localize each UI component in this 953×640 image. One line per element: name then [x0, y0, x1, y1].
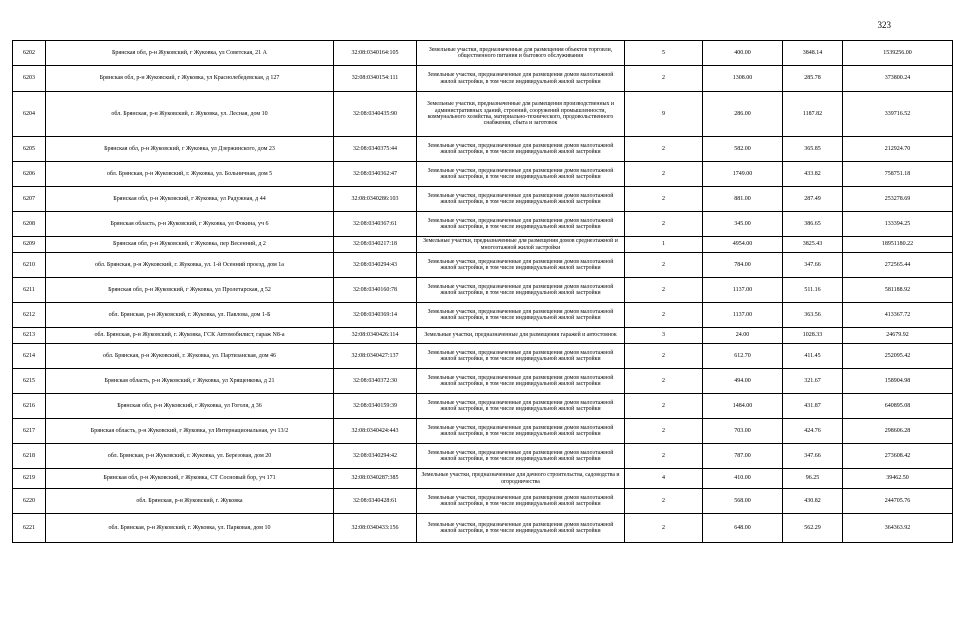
- row-number-cell: 6212: [13, 303, 46, 328]
- table-row: [13, 344, 953, 369]
- land-purpose-cell: Земельные участки, предназначенные для размещения домов малоэтажной жилой застройки, в том числе индивидуальной жилой застройки: [417, 394, 625, 419]
- specific-value-cell: 96.25: [783, 469, 843, 489]
- cadastral-number-cell: 32:08:0340433:156: [334, 514, 417, 543]
- table-row: [13, 212, 953, 237]
- cadastral-number-cell: 32:08:0340375:44: [334, 137, 417, 162]
- group-number-cell: 1: [625, 237, 703, 253]
- table-row: [13, 162, 953, 187]
- row-number-cell: 6203: [13, 66, 46, 92]
- cadastral-value-cell: 373800.24: [843, 66, 953, 92]
- cadastral-value-cell: 640895.08: [843, 394, 953, 419]
- area-cell: 410.00: [703, 469, 783, 489]
- row-number-cell: 6220: [13, 489, 46, 514]
- group-number-cell: 2: [625, 137, 703, 162]
- table-row: [13, 92, 953, 137]
- specific-value-cell: 365.85: [783, 137, 843, 162]
- cadastral-number-cell: 32:08:0340154:111: [334, 66, 417, 92]
- table-body: [13, 41, 953, 543]
- row-number-cell: 6204: [13, 92, 46, 137]
- address-cell: обл. Брянская, р-н Жуковский, г. Жуковка, ул. Березовая, дом 20: [46, 444, 334, 469]
- cadastral-number-cell: 32:08:0340435:90: [334, 92, 417, 137]
- area-cell: 582.00: [703, 137, 783, 162]
- cadastral-number-cell: 32:08:0340369:14: [334, 303, 417, 328]
- land-purpose-cell: Земельные участки, предназначенные для размещения домов малоэтажной жилой застройки, в том числе индивидуальной жилой застройки: [417, 303, 625, 328]
- address-cell: Брянская обл, р-н Жуковский, г Жуковка, ул Краснолебедевская, д 127: [46, 66, 334, 92]
- cadastral-value-table: [12, 40, 953, 543]
- specific-value-cell: 424.76: [783, 419, 843, 444]
- land-purpose-cell: Земельные участки, предназначенные для дачного строительства, садоводства и огородничества: [417, 469, 625, 489]
- address-cell: обл. Брянская, р-н Жуковский, г. Жуковка, ГСК Автомобилист, гараж N8-а: [46, 328, 334, 344]
- row-number-cell: 6207: [13, 187, 46, 212]
- group-number-cell: 2: [625, 187, 703, 212]
- cadastral-value-cell: 298606.28: [843, 419, 953, 444]
- address-cell: обл. Брянская, р-н Жуковский, г. Жуковка, ул. Больничная, дом 5: [46, 162, 334, 187]
- area-cell: 568.00: [703, 489, 783, 514]
- address-cell: Брянская обл, р-н Жуковский, г Жуковка, ул Гоголя, д 36: [46, 394, 334, 419]
- cadastral-number-cell: 32:08:0340217:18: [334, 237, 417, 253]
- address-cell: обл. Брянская, р-н Жуковский, г. Жуковка, ул. Павлова, дом 1-Б: [46, 303, 334, 328]
- specific-value-cell: 431.87: [783, 394, 843, 419]
- group-number-cell: 2: [625, 303, 703, 328]
- area-cell: 1484.00: [703, 394, 783, 419]
- cadastral-value-cell: 339716.52: [843, 92, 953, 137]
- group-number-cell: 2: [625, 489, 703, 514]
- land-purpose-cell: Земельные участки, предназначенные для размещения домов малоэтажной жилой застройки, в том числе индивидуальной жилой застройки: [417, 212, 625, 237]
- group-number-cell: 3: [625, 328, 703, 344]
- table-row: [13, 489, 953, 514]
- row-number-cell: 6218: [13, 444, 46, 469]
- row-number-cell: 6208: [13, 212, 46, 237]
- land-purpose-cell: Земельные участки, предназначенные для размещения производственных и административных зданий, строений, сооружений промышленности, коммунального хозяйства, материально-технического, продовольственного снабжения, сбыта и заготовок: [417, 92, 625, 137]
- row-number-cell: 6209: [13, 237, 46, 253]
- address-cell: Брянская обл, р-н Жуковский, г Жуковка, ул Пролетарская, д 52: [46, 278, 334, 303]
- address-cell: Брянская обл, р-н Жуковский, г Жуковка, ул Дзержинского, дом 23: [46, 137, 334, 162]
- area-cell: 648.00: [703, 514, 783, 543]
- specific-value-cell: 363.56: [783, 303, 843, 328]
- group-number-cell: 2: [625, 66, 703, 92]
- land-purpose-cell: Земельные участки, предназначенные для размещения домов малоэтажной жилой застройки, в том числе индивидуальной жилой застройки: [417, 66, 625, 92]
- specific-value-cell: 3848.14: [783, 41, 843, 66]
- table-row: [13, 444, 953, 469]
- cadastral-value-cell: 273608.42: [843, 444, 953, 469]
- table-row: [13, 394, 953, 419]
- row-number-cell: 6211: [13, 278, 46, 303]
- table-row: [13, 41, 953, 66]
- row-number-cell: 6217: [13, 419, 46, 444]
- cadastral-number-cell: 32:08:0340367:61: [334, 212, 417, 237]
- cadastral-number-cell: 32:08:0340286:103: [334, 187, 417, 212]
- cadastral-number-cell: 32:08:0340428:61: [334, 489, 417, 514]
- area-cell: 703.00: [703, 419, 783, 444]
- row-number-cell: 6215: [13, 369, 46, 394]
- address-cell: обл. Брянская, р-н Жуковский, г. Жуковка, ул. Партизанская, дом 46: [46, 344, 334, 369]
- cadastral-value-cell: 253278.69: [843, 187, 953, 212]
- area-cell: 881.00: [703, 187, 783, 212]
- group-number-cell: 2: [625, 278, 703, 303]
- land-purpose-cell: Земельные участки, предназначенные для размещения гаражей и автостоянок: [417, 328, 625, 344]
- land-purpose-cell: Земельные участки, предназначенные для размещения домов среднеэтажной и многоэтажной жилой застройки: [417, 237, 625, 253]
- table-row: [13, 66, 953, 92]
- address-cell: Брянская обл, р-н Жуковский, г Жуковка, СТ Сосновый бор, уч 171: [46, 469, 334, 489]
- address-cell: Брянская область, р-н Жуковский, г Жуковка, ул Хрященкова, д 21: [46, 369, 334, 394]
- group-number-cell: 2: [625, 394, 703, 419]
- specific-value-cell: 433.82: [783, 162, 843, 187]
- table-row: [13, 237, 953, 253]
- specific-value-cell: 3825.43: [783, 237, 843, 253]
- table-row: [13, 469, 953, 489]
- group-number-cell: 2: [625, 419, 703, 444]
- cadastral-value-cell: 212924.70: [843, 137, 953, 162]
- group-number-cell: 2: [625, 162, 703, 187]
- table-row: [13, 419, 953, 444]
- cadastral-number-cell: 32:08:0340294:42: [334, 444, 417, 469]
- area-cell: 1749.00: [703, 162, 783, 187]
- area-cell: 494.00: [703, 369, 783, 394]
- row-number-cell: 6206: [13, 162, 46, 187]
- cadastral-number-cell: 32:08:0340362:47: [334, 162, 417, 187]
- specific-value-cell: 287.49: [783, 187, 843, 212]
- land-purpose-cell: Земельные участки, предназначенные для размещения домов малоэтажной жилой застройки, в том числе индивидуальной жилой застройки: [417, 137, 625, 162]
- specific-value-cell: 430.82: [783, 489, 843, 514]
- cadastral-number-cell: 32:08:0340372:30: [334, 369, 417, 394]
- cadastral-value-cell: 18951180.22: [843, 237, 953, 253]
- address-cell: обл. Брянская, р-н Жуковский, г. Жуковка, ул. Лесная, дом 10: [46, 92, 334, 137]
- cadastral-number-cell: 32:08:0340160:78: [334, 278, 417, 303]
- row-number-cell: 6216: [13, 394, 46, 419]
- cadastral-value-cell: 244705.76: [843, 489, 953, 514]
- cadastral-number-cell: 32:08:0340427:137: [334, 344, 417, 369]
- group-number-cell: 9: [625, 92, 703, 137]
- specific-value-cell: 285.78: [783, 66, 843, 92]
- land-purpose-cell: Земельные участки, предназначенные для размещения домов малоэтажной жилой застройки, в том числе индивидуальной жилой застройки: [417, 278, 625, 303]
- cadastral-value-cell: 1539256.00: [843, 41, 953, 66]
- land-purpose-cell: Земельные участки, предназначенные для размещения домов малоэтажной жилой застройки, в том числе индивидуальной жилой застройки: [417, 162, 625, 187]
- land-purpose-cell: Земельные участки, предназначенные для размещения домов малоэтажной жилой застройки, в том числе индивидуальной жилой застройки: [417, 419, 625, 444]
- area-cell: 400.00: [703, 41, 783, 66]
- group-number-cell: 2: [625, 212, 703, 237]
- specific-value-cell: 321.67: [783, 369, 843, 394]
- area-cell: 612.70: [703, 344, 783, 369]
- specific-value-cell: 562.29: [783, 514, 843, 543]
- cadastral-number-cell: 32:08:0340287:385: [334, 469, 417, 489]
- group-number-cell: 5: [625, 41, 703, 66]
- specific-value-cell: 411.45: [783, 344, 843, 369]
- cadastral-number-cell: 32:08:0340159:39: [334, 394, 417, 419]
- row-number-cell: 6210: [13, 253, 46, 278]
- specific-value-cell: 511.16: [783, 278, 843, 303]
- specific-value-cell: 347.66: [783, 253, 843, 278]
- group-number-cell: 2: [625, 369, 703, 394]
- table-row: [13, 253, 953, 278]
- area-cell: 24.00: [703, 328, 783, 344]
- cadastral-value-cell: 252095.42: [843, 344, 953, 369]
- table-row: [13, 369, 953, 394]
- cadastral-value-cell: 758751.18: [843, 162, 953, 187]
- area-cell: 1308.00: [703, 66, 783, 92]
- area-cell: 1137.00: [703, 278, 783, 303]
- table-row: [13, 328, 953, 344]
- address-cell: обл. Брянская, р-н Жуковский, г. Жуковка, ул. 1-й Осенний проезд, дом 1а: [46, 253, 334, 278]
- address-cell: Брянская обл, р-н Жуковский, г Жуковка, пер Весенний, д 2: [46, 237, 334, 253]
- area-cell: 4954.00: [703, 237, 783, 253]
- row-number-cell: 6205: [13, 137, 46, 162]
- land-purpose-cell: Земельные участки, предназначенные для размещения домов малоэтажной жилой застройки, в том числе индивидуальной жилой застройки: [417, 369, 625, 394]
- table-row: [13, 303, 953, 328]
- address-cell: обл. Брянская, р-н Жуковский, г. Жуковка, ул. Парковая, дом 10: [46, 514, 334, 543]
- group-number-cell: 2: [625, 444, 703, 469]
- area-cell: 286.00: [703, 92, 783, 137]
- cadastral-value-cell: 133394.25: [843, 212, 953, 237]
- row-number-cell: 6219: [13, 469, 46, 489]
- cadastral-value-cell: 413367.72: [843, 303, 953, 328]
- land-purpose-cell: Земельные участки, предназначенные для размещения объектов торговли, общественного питания и бытового обслуживания: [417, 41, 625, 66]
- land-purpose-cell: Земельные участки, предназначенные для размещения домов малоэтажной жилой застройки, в том числе индивидуальной жилой застройки: [417, 253, 625, 278]
- page-number: 323: [877, 20, 891, 30]
- group-number-cell: 2: [625, 344, 703, 369]
- land-purpose-cell: Земельные участки, предназначенные для размещения домов малоэтажной жилой застройки, в том числе индивидуальной жилой застройки: [417, 187, 625, 212]
- table-row: [13, 514, 953, 543]
- land-purpose-cell: Земельные участки, предназначенные для размещения домов малоэтажной жилой застройки, в том числе индивидуальной жилой застройки: [417, 344, 625, 369]
- cadastral-value-cell: 158904.98: [843, 369, 953, 394]
- cadastral-number-cell: 32:08:0340164:105: [334, 41, 417, 66]
- cadastral-number-cell: 32:08:0340424:443: [334, 419, 417, 444]
- land-purpose-cell: Земельные участки, предназначенные для размещения домов малоэтажной жилой застройки, в том числе индивидуальной жилой застройки: [417, 444, 625, 469]
- cadastral-value-cell: 24679.92: [843, 328, 953, 344]
- address-cell: Брянская обл, р-н Жуковский, г Жуковка, ул Советская, 21 А: [46, 41, 334, 66]
- cadastral-number-cell: 32:08:0340426:114: [334, 328, 417, 344]
- cadastral-value-cell: 272565.44: [843, 253, 953, 278]
- group-number-cell: 4: [625, 469, 703, 489]
- specific-value-cell: 347.66: [783, 444, 843, 469]
- specific-value-cell: 386.65: [783, 212, 843, 237]
- group-number-cell: 2: [625, 514, 703, 543]
- row-number-cell: 6221: [13, 514, 46, 543]
- table-row: [13, 278, 953, 303]
- area-cell: 784.00: [703, 253, 783, 278]
- cadastral-value-cell: 364363.92: [843, 514, 953, 543]
- row-number-cell: 6213: [13, 328, 46, 344]
- land-purpose-cell: Земельные участки, предназначенные для размещения домов малоэтажной жилой застройки, в том числе индивидуальной жилой застройки: [417, 489, 625, 514]
- address-cell: Брянская область, р-н Жуковский, г Жуковка, ул Фокина, уч 6: [46, 212, 334, 237]
- land-purpose-cell: Земельные участки, предназначенные для размещения домов малоэтажной жилой застройки, в том числе индивидуальной жилой застройки: [417, 514, 625, 543]
- address-cell: Брянская область, р-н Жуковский, г Жуковка, ул Интернациональная, уч 13/2: [46, 419, 334, 444]
- table-row: [13, 137, 953, 162]
- row-number-cell: 6202: [13, 41, 46, 66]
- cadastral-number-cell: 32:08:0340294:43: [334, 253, 417, 278]
- cadastral-value-cell: 39462.50: [843, 469, 953, 489]
- address-cell: Брянская обл, р-н Жуковский, г Жуковка, ул Радужная, д 44: [46, 187, 334, 212]
- address-cell: обл. Брянская, р-н Жуковский, г. Жуковка: [46, 489, 334, 514]
- area-cell: 1137.00: [703, 303, 783, 328]
- area-cell: 345.00: [703, 212, 783, 237]
- group-number-cell: 2: [625, 253, 703, 278]
- specific-value-cell: 1187.82: [783, 92, 843, 137]
- cadastral-value-cell: 581188.92: [843, 278, 953, 303]
- specific-value-cell: 1028.33: [783, 328, 843, 344]
- table-row: [13, 187, 953, 212]
- row-number-cell: 6214: [13, 344, 46, 369]
- area-cell: 787.00: [703, 444, 783, 469]
